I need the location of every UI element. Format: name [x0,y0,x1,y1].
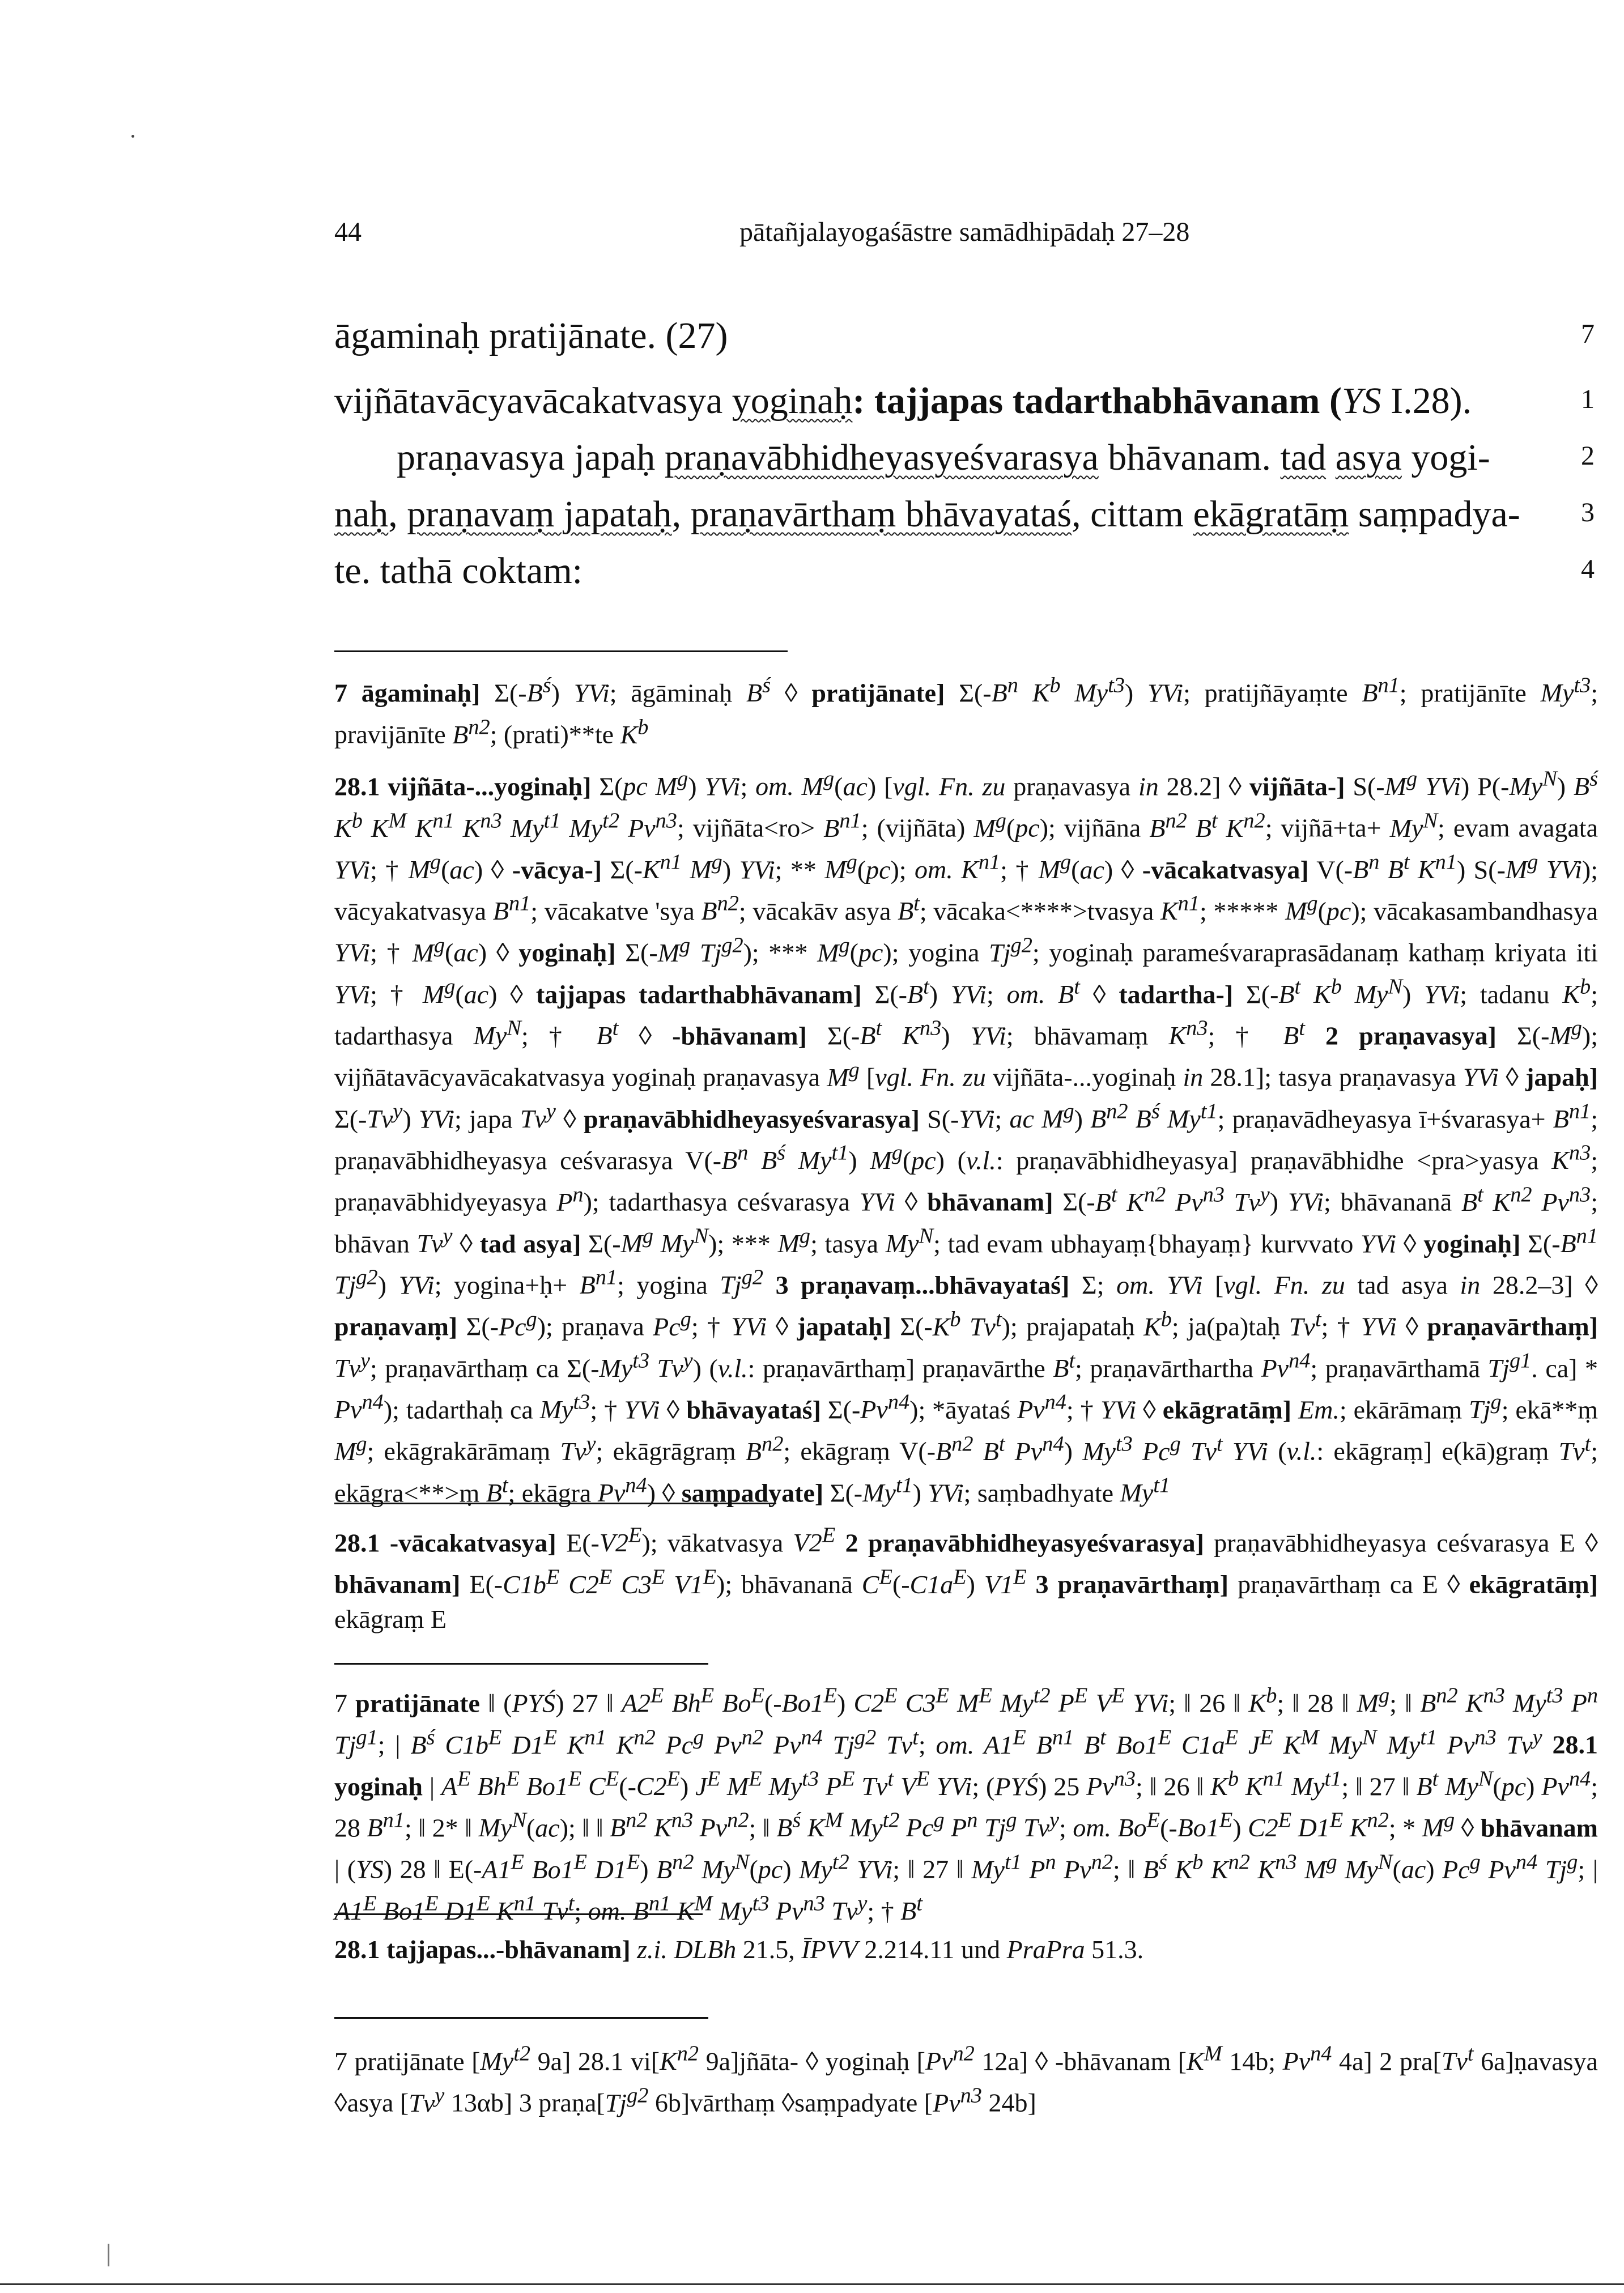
apparatus-separator [334,1663,708,1665]
apparatus-separator [334,650,788,652]
text-segment: YS [1341,380,1381,422]
main-text-line [334,378,1592,424]
text-segment: , [671,494,691,535]
apparatus-block-folios: 7 pratijānate [$My^{t2}$ 9a] 28.1 $vi[K^{n2}$ 9a]jñāta- ◊ yoginaḥ [$Pv^{n2}$ 12a] ◊ -bhāvanam [$K^M$ 14b; $Pv^{n4}$ 4a] 2 pra[Tv$^t$ 6a]ṇavasya ◊asya [Tv$^y$ 13αb] 3 $praṇa[Tj^{g2}$ 6b]vārthaṃ ◊saṃpadyate [$Pv^{n3}$ 24b] [334,2042,1598,2117]
running-title: pātañjalayogaśāstre samādhipādaḥ 27–28 [739,217,1190,247]
text-segment: tad [1280,437,1327,478]
apparatus-separator [334,1503,776,1504]
text-segment: saṃpadya- [1349,494,1520,535]
main-text-line [334,313,1592,359]
apparatus-separator [334,2017,708,2019]
text-segment: yogi- [1401,437,1490,478]
line-number: 7 [1581,319,1595,349]
text-segment: vijñātavācyavācakatvasya [334,380,732,422]
text-segment: , [388,494,407,535]
line-text: āgaminaḥ pratijānate. (27) [334,315,728,356]
scan-edge-line [0,2283,1624,2285]
text-segment: ekāgratāṃ [1193,494,1349,535]
text-segment: praṇavaṃ japataḥ [407,494,672,535]
text-segment: : tajjapas tadarthabhāvanam ( [852,380,1342,422]
apparatus-separator [334,1913,703,1915]
line-number: 4 [1581,554,1595,584]
text-segment: praṇavābhidheyasyeśvarasya [664,437,1099,478]
apparatus-block-readings: 7 āgaminaḥ] $\Sigma(-B^ś)$ YVi; āgāminaḥ $B^ś$ ◊ pratijānate] $\Sigma(-B^n$ $K^b$ $My^{t3}$) YVi; pratijñāyaṃte $B^{n1}$; pratijānīte $My^{t3}$; pravijānīte $B^{n2}$; (prati)**te $K^b$ [334,674,1598,749]
main-text-line [397,435,1624,480]
text-segment: I.28). [1381,380,1472,422]
text-segment: asya [1335,437,1402,478]
text-segment: naḥ [334,494,389,535]
line-number: 3 [1581,497,1595,527]
main-text-line [334,548,1592,594]
text-segment: bhāvanam. [1098,437,1281,478]
text-segment: , cittam [1072,494,1193,535]
line-text: te. tathā coktam: [334,550,583,592]
scan-mark [108,2244,109,2266]
scan-speck [131,135,134,138]
text-segment: praṇavārthaṃ bhāvayataś [690,494,1072,535]
apparatus-block-testimonia: 28.1 tajjapas...-bhāvanam] z.i. DLBh 21.5, ĪPVV 2.214.11 und PraPra 51.3. [334,1935,1144,1964]
line-number: 1 [1581,384,1595,414]
text-segment: praṇavasya japaḥ [397,437,665,478]
main-text-line [334,492,1592,537]
page-number: 44 [334,217,362,247]
text-segment: yoginaḥ [732,380,853,422]
apparatus-block-variants: 28.1 vijñāta-...yoginaḥ] Σ(pc $M^g$) YVi; om. $M^g(ac)$ [vgl. Fn. zu praṇavasya in 28.2] ◊ vijñāta-] $S(-M^g$ YVi) $P(-My^N)$ $B^ś$ $K^b$ $K^M$ $K^{n1}$ $K^{n3}$ $My^{t1}$ $My^{t2}$ $Pv^{n3}$; vijñāta<ro> $B^{n1}$; (vijñāta) $M^g(pc)$; vijñāna $B^{n2}$ $B^t$ $K^{n2}$; vijñā+ta+ $My^N$; evam avagata YVi; † $M^g(ac)$ ◊ -vācya-] $\Sigma(-K^{n1}$ $M^g$) YVi; ** $M^g(pc)$; om. $K^{n1}$; † $M^g(ac)$ ◊ -vācakatvasya] $V(-B^n$ $B^t$ $K^{n1}$) $S(-M^g$ YVi); vācyakatvasya $B^{n1}$; vācakatve 'sya $B^{n2}$; vācakāv asya $B^t$; vācaka<****>tvasya $K^{n1}$; ***** $M^g(pc)$; vācakasambandhasya YVi; † $M^g(ac)$ ◊ yoginaḥ] $\Sigma(-M^g$ $Tj^{g2}$); *** $M^g(pc)$; yogina $Tj^{g2}$; yoginaḥ parameśvaraprasādanaṃ kathaṃ kriyata iti YVi; † $M^g(ac)$ ◊ tajjapas tadarthabhāvanam] $\Sigma(-B^t)$ YVi; om. $B^t$ ◊ tadartha-] $\Sigma(-B^t$ $K^b$ $My^N$) YVi; tadanu $K^b$; tadarthasya $My^N$; † $B^t$ ◊ -bhāvanam] $\Sigma(-B^t$ $K^{n3}$) YVi; bhāvamaṃ $K^{n3}$; † $B^t$ 2 praṇavasya] $\Sigma(-M^g)$; vijñātavācyavācakatvasya yoginaḥ praṇavasya $M^g$ [vgl. Fn. zu vijñāta-...yoginaḥ in 28.1]; tasya praṇavasya YVi ◊ japaḥ] Σ(-Tv$^y$) YVi; japa Tv$^y$ ◊ praṇavābhidheyasyeśvarasya] S(-YVi; ac $M^g$) $B^{n2}$ $B^ś$ $My^{t1}$; praṇavādheyasya ī+śvarasya+ $B^{n1}$; praṇavābhidheyasya ceśvarasya $V(-B^n$ $B^ś$ $My^{t1}$) $M^g(pc)$ (v.l.: praṇavābhidheyasya] praṇavābhidhe <pra>yasya $K^{n3}$; praṇavābhidyeyasya $P^n$); tadarthasya ceśvarasya YVi ◊ bhāvanam] $\Sigma(-B^t$ $K^{n2}$ $Pv^{n3}$ Tv$^y$) YVi; bhāvananā $B^t$ $K^{n2}$ $Pv^{n3}$; bhāvan Tv$^y$ ◊ tad asya] $\Sigma(-M^g$ $My^N$); *** $M^g$; tasya $My^N$; tad evam ubhayaṃ{bhayaṃ} kurvvato YVi ◊ yoginaḥ] $\Sigma(-B^{n1}$ $Tj^{g2}$) YVi; yogina+ḥ+ $B^{n1}$; yogina $Tj^{g2}$ 3 praṇavaṃ...bhāvayataś] Σ; om. YVi [vgl. Fn. zu tad asya in 28.2–3] ◊ praṇavaṃ] Σ(-Pc$^g$); praṇava Pc$^g$; † YVi ◊ japataḥ] $\Sigma(-K^b$ Tv$^t$); prajapataḥ $K^b$; ja(pa)taḥ Tv$^t$; † YVi ◊ praṇavārthaṃ] Tv$^y$; praṇavārthaṃ ca $\Sigma(-My^{t3}$ Tv$^y$) (v.l.: praṇavārthaṃ] praṇavārthe $B^t$; praṇavārthartha $Pv^{n4}$; praṇavārthamā $Tj^{g1}$. $ca] * Pv^{n4}$); tadarthaḥ ca $My^{t3}$; † YVi ◊ bhāvayataś] $\Sigma(-Pv^{n4})$; *āyataś $Pv^{n4}$; † YVi ◊ ekāgratāṃ] Em.; ekārāmaṃ Tj$^g$; ekā**ṃ $M^g$; ekāgrakārāmaṃ Tv$^y$; ekāgrāgraṃ $B^{n2}$; ekāgraṃ $V(-B^{n2}$ $B^t$ $Pv^{n4}$) $My^{t3}$ Pc$^g$ Tv$^t$ YVi (v.l.: ekāgraṃ] e(kā)graṃ Tv$^t$; ekāgra<**>ṃ $B^t$; ekāgra $Pv^{n4}$) ◊ saṃpadyate] $\Sigma(-My^{t1})$ YVi; saṃbadhyate $My^{t1}$ [334,767,1599,1507]
text-segment [1326,437,1336,478]
apparatus-block-punctuation: 7 pratijānate ‖ (PYŚ) 27 ‖ $A2^E$ $Bh^E$ $Bo^E(-Bo1^E)$ $C2^E$ $C3^E$ $M^E$ $My^{t2}$ $P^E$ $V^E$ YVi; ‖ 26 ‖ $K^b$; ‖ 28 ‖ $M^g$; ‖ $B^{n2}$ $K^{n3}$ $My^{t3}$ $P^n$ $Tj^{g1}$; | $B^ś$ $C1b^E$ $D1^E$ $K^{n1}$ $K^{n2}$ Pc$^g$ $Pv^{n2}$ $Pv^{n4}$ $Tj^{g2}$ Tv$^t$; om. $A1^E$ $B^{n1}$ $B^t$ $Bo1^E$ $C1a^E$ $J^E$ $K^M$ $My^N$ $My^{t1}$ $Pv^{n3}$ Tv$^y$ 28.1 yoginaḥ | $A^E$ $Bh^E$ $Bo1^E$ $C^E(-C2^E)$ $J^E$ $M^E$ $My^{t3}$ $P^E$ Tv$^t$ $V^E$ YVi; (PYŚ) 25 $Pv^{n3}$; ‖ 26 ‖ $K^b$ $K^{n1}$ $My^{t1}$; ‖ 27 ‖ $B^t$ $My^N(pc)$ $Pv^{n4}$; 28 $B^{n1}$; ‖ 2* ‖ $My^N(ac)$; ‖ ‖ $B^{n2}$ $K^{n3}$ $Pv^{n2}$; ‖ $B^ś$ $K^M$ $My^{t2}$ Pc$^g$ $P^n$ Tj$^g$ Tv$^y$; om. $Bo^E(-Bo1^E)$ $C2^E$ $D1^E$ $K^{n2}$; * $M^g$ ◊ bhāvanam | (YS) 28 ‖ $E(-A1^E$ $Bo1^E$ $D1^E$) $B^{n2}$ $My^N(pc)$ $My^{t2}$ YVi; ‖ 27 ‖ $My^{t1}$ $P^n$ $Pv^{n2}$; ‖ $B^ś$ $K^b$ $K^{n2}$ $K^{n3}$ $M^g$ $My^N(ac)$ Pc$^g$ $Pv^{n4}$ Tj$^g$; | $A1^E$ $Bo1^E$ $D1^E$ $K^{n1}$ Tv$^t$; om. $B^{n1}$ $K^M$ $My^{t3}$ $Pv^{n3}$ Tv$^y$; † $B^t$ [334,1684,1599,1925]
apparatus-block-editions: 28.1 -vācakatvasya] $E(-V2^E)$; vākatvasya $V2^E$ 2 praṇavābhidheyasyeśvarasya] praṇavābhidheyasya ceśvarasya E ◊ bhāvanam] $E(-C1b^E$ $C2^E$ $C3^E$ $V1^E$); bhāvananā $C^E(-C1a^E)$ $V1^E$ 3 praṇavārthaṃ] praṇavārthaṃ ca E ◊ ekāgratāṃ] ekāgraṃ E [334,1524,1599,1633]
line-number: 2 [1581,441,1595,471]
